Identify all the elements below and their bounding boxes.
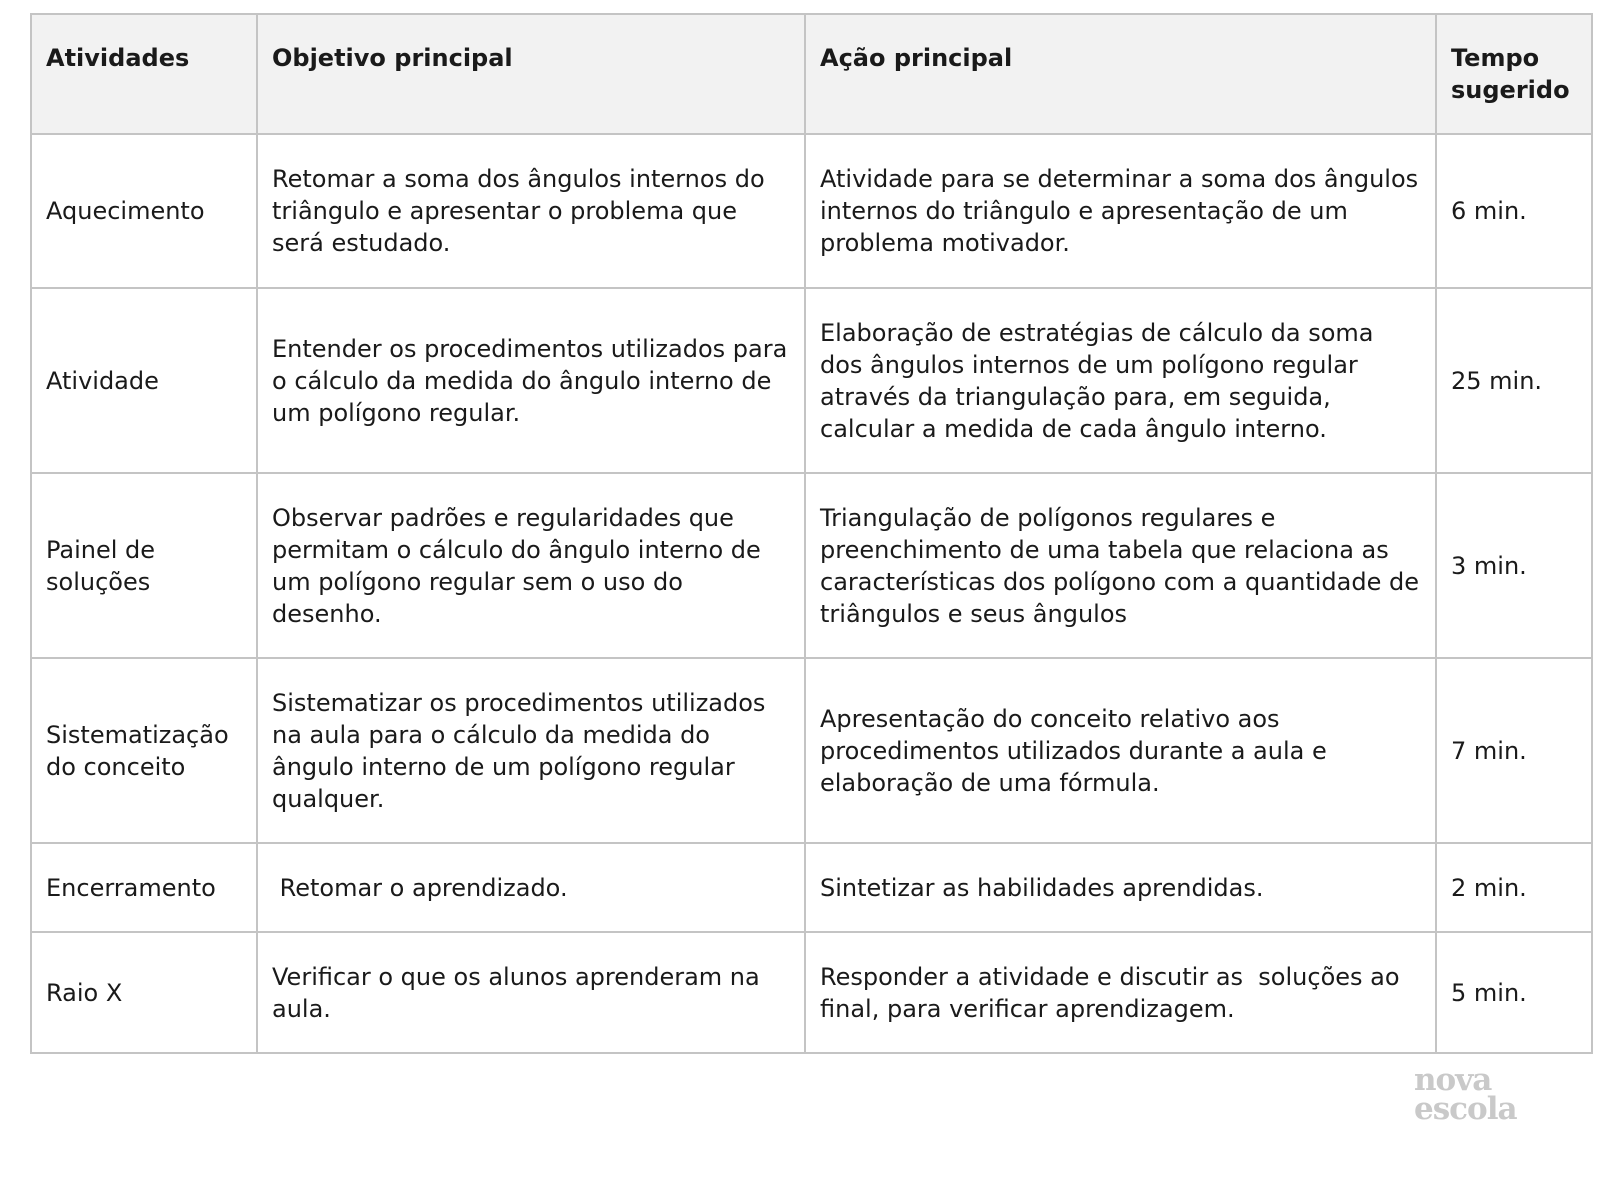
- cell-atividade: Encerramento: [31, 843, 257, 932]
- cell-objetivo: Retomar o aprendizado.: [257, 843, 805, 932]
- table-row: [31, 932, 1592, 1053]
- cell-tempo: 7 min.: [1436, 658, 1592, 843]
- cell-tempo: 5 min.: [1436, 932, 1592, 1053]
- nova-escola-logo: [1414, 1062, 1534, 1127]
- header-acao: Ação principal: [805, 14, 1436, 134]
- logo-line-escola: escola: [1414, 1091, 1517, 1127]
- header-objetivo: Objetivo principal: [257, 14, 805, 134]
- cell-acao: Atividade para se determinar a soma dos ângulos internos do triângulo e apresentação de um problema motivador.: [805, 134, 1436, 288]
- header-tempo: Tempo sugerido: [1436, 14, 1592, 134]
- cell-tempo: 25 min.: [1436, 288, 1592, 473]
- table-body: [31, 134, 1592, 1053]
- cell-atividade: Aquecimento: [31, 134, 257, 288]
- header-row: [31, 14, 1592, 134]
- cell-objetivo: Retomar a soma dos ângulos internos do triângulo e apresentar o problema que será estudado.: [257, 134, 805, 288]
- table-row: [31, 288, 1592, 473]
- cell-acao: Elaboração de estratégias de cálculo da soma dos ângulos internos de um polígono regular através da triangulação para, em seguida, calcular a medida de cada ângulo interno.: [805, 288, 1436, 473]
- header-atividades: Atividades: [31, 14, 257, 134]
- cell-objetivo: Verificar o que os alunos aprenderam na aula.: [257, 932, 805, 1053]
- cell-objetivo: Entender os procedimentos utilizados para o cálculo da medida do ângulo interno de um polígono regular.: [257, 288, 805, 473]
- cell-acao: Sintetizar as habilidades aprendidas.: [805, 843, 1436, 932]
- cell-objetivo: Sistematizar os procedimentos utilizados na aula para o cálculo da medida do ângulo interno de um polígono regular qualquer.: [257, 658, 805, 843]
- cell-tempo: 2 min.: [1436, 843, 1592, 932]
- table-row: [31, 134, 1592, 288]
- table-row: [31, 843, 1592, 932]
- cell-acao: Triangulação de polígonos regulares e preenchimento de uma tabela que relaciona as características dos polígono com a quantidade de triângulos e seus ângulos: [805, 473, 1436, 658]
- lesson-plan-table: [30, 13, 1593, 1054]
- cell-tempo: 3 min.: [1436, 473, 1592, 658]
- cell-atividade: Painel de soluções: [31, 473, 257, 658]
- table-row: [31, 473, 1592, 658]
- cell-atividade: Sistematização do conceito: [31, 658, 257, 843]
- cell-tempo: 6 min.: [1436, 134, 1592, 288]
- logo-line-nova: nova: [1414, 1062, 1492, 1098]
- table-row: [31, 658, 1592, 843]
- cell-objetivo: Observar padrões e regularidades que permitam o cálculo do ângulo interno de um polígono regular sem o uso do desenho.: [257, 473, 805, 658]
- cell-acao: Responder a atividade e discutir as soluções ao final, para verificar aprendizagem.: [805, 932, 1436, 1053]
- cell-acao: Apresentação do conceito relativo aos procedimentos utilizados durante a aula e elaboração de uma fórmula.: [805, 658, 1436, 843]
- cell-atividade: Atividade: [31, 288, 257, 473]
- cell-atividade: Raio X: [31, 932, 257, 1053]
- table-header: [31, 14, 1592, 134]
